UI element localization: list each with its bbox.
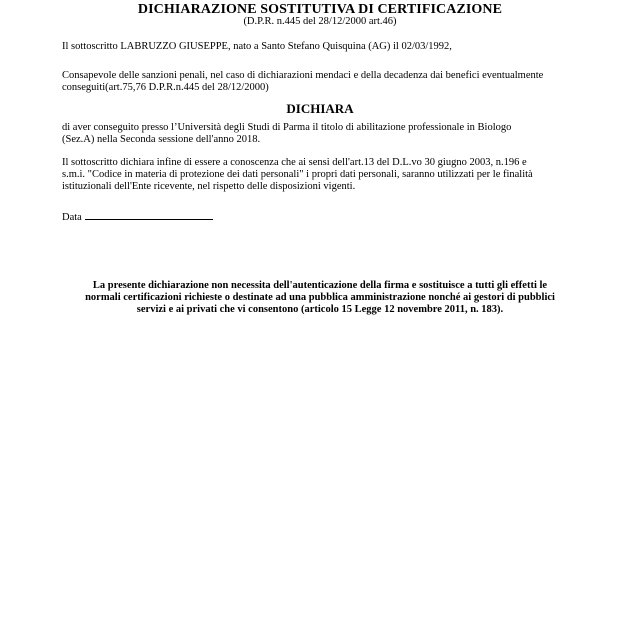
footer-line-3: servizi e ai privati che vi consentono (articolo 15 Legge 12 novembre 2011, n. 183). (136, 304, 504, 315)
declaration-heading: DICHIARA (286, 101, 354, 116)
awareness-line-1: Consapevole delle sanzioni penali, nel caso di dichiarazioni mendaci e della decadenza dai benefici eventualmente (62, 70, 544, 81)
privacy-line-3: istituzionali dell'Ente ricevente, nel rispetto delle disposizioni vigenti. (62, 181, 356, 192)
privacy-line-1: Il sottoscritto dichiara infine di essere a conoscenza che ai sensi dell'art.13 del D.L.vo 30 giugno 2003, n.196 e (62, 157, 527, 168)
awareness-line-2: conseguiti(art.75,76 D.P.R.n.445 del 28/12/2000) (62, 82, 269, 93)
privacy-paragraph (62, 157, 582, 193)
declarant-line: Il sottoscritto LABRUZZO GIUSEPPE, nato a Santo Stefano Quisquina (AG) il 02/03/1992, (62, 41, 452, 52)
declaration-paragraph (62, 122, 582, 146)
awareness-paragraph (62, 70, 582, 94)
footer-line-2: normali certificazioni richieste o destinate ad una pubblica amministrazione nonché ai gestori di pubblici (85, 292, 555, 303)
date-row (62, 210, 213, 224)
declaration-line-1: di aver conseguito presso l’Università degli Studi di Parma il titolo di abilitazione professionale in Biologo (62, 122, 512, 133)
footer-line-1: La presente dichiarazione non necessita dell'autenticazione della firma e sostituisce a tutti gli effetti le (92, 280, 548, 291)
declaration-line-2: (Sez.A) nella Seconda sessione dell'anno 2018. (62, 134, 261, 145)
declarant-paragraph (62, 41, 582, 53)
date-field[interactable] (85, 210, 213, 220)
document-subtitle: (D.P.R. n.445 del 28/12/2000 art.46) (243, 16, 397, 27)
privacy-line-2: s.m.i. "Codice in materia di protezione dei dati personali" i propri dati personali, saranno utilizzati per le finalità (62, 169, 533, 180)
date-label: Data (62, 212, 82, 223)
footer-note (70, 280, 570, 316)
document-title: DICHIARAZIONE SOSTITUTIVA DI CERTIFICAZIONE (137, 2, 503, 17)
